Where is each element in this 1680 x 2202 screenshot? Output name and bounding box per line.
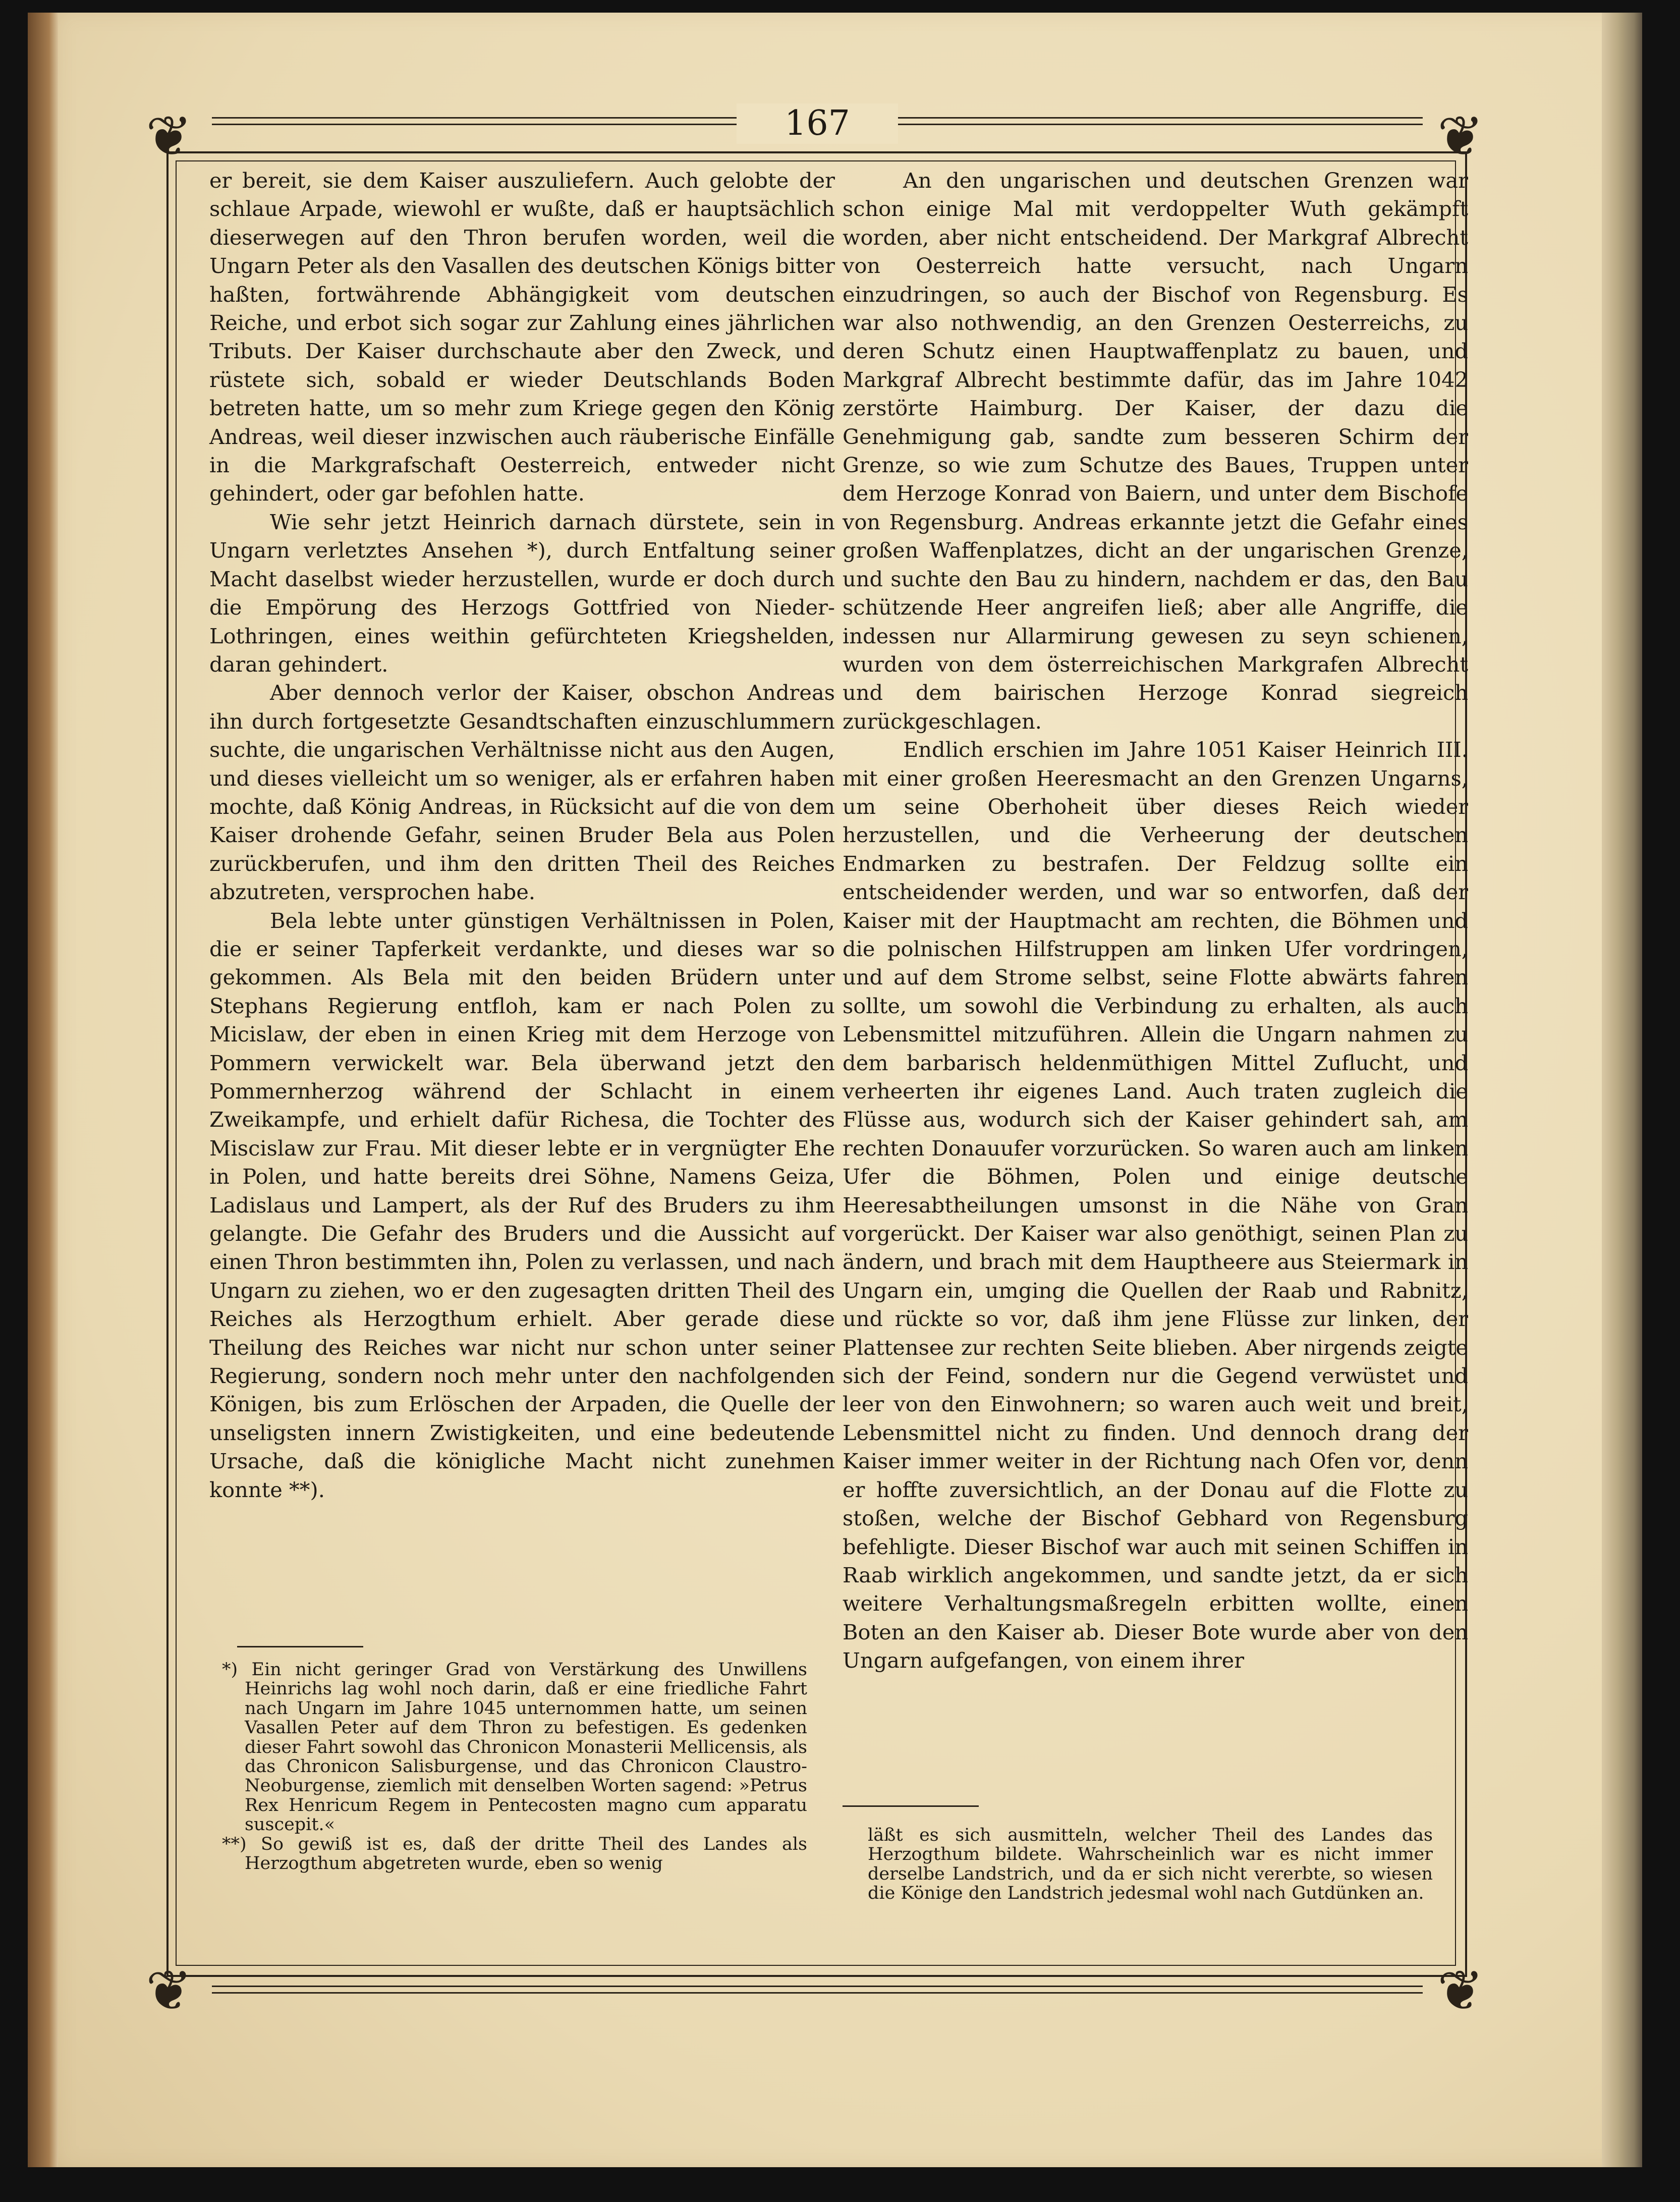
- paragraph: Endlich erschien im Jahre 1051 Kaiser Heinrich III. mit einer großen Heeresmacht an den Grenzen Ungarns, um seine Oberhoheit über dieses Reich wieder herzustellen, und die Verheerung der deutschen Endmarken zu bestrafen. Der Feldzug sollte ein entscheidender werden, und war so entworfen, daß der Kaiser mit der Hauptmacht am rechten, die Böhmen und die polnischen Hilfstruppen am linken Ufer vordringen, und auf dem Strome selbst, seine Flotte abwärts fahren sollte, um sowohl die Verbindung zu erhalten, als auch Lebensmittel mitzuführen. Allein die Ungarn nahmen zu dem barbarisch heldenmüthigen Mittel Zuflucht, und verheerten ihr eigenes Land. Auch traten zugleich die Flüsse aus, wodurch sich der Kaiser gehindert sah, am rechten Donauufer vorzurücken. So waren auch am linken Ufer die Böhmen, Polen und einige deutsche Heeresabtheilungen umsonst in die Nähe von Gran vorgerückt. Der Kaiser war also genöthigt, seinen Plan zu ändern, und brach mit dem Hauptheere aus Steiermark in Ungarn ein, umging die Quellen der Raab und Rabnitz, und rückte so vor, daß ihm jene Flüsse zur linken, der Plattensee zur rechten Seite blieben. Aber nirgends zeigte sich der Feind, sondern nur die Gegend verwüstet und leer von den Einwohnern; so waren auch weit und breit, Lebensmittel nicht zu finden. Und dennoch drang der Kaiser immer weiter in der Richtung nach Ofen vor, denn er hoffte zuversichtlich, an der Donau auf die Flotte zu stoßen, welche der Bischof Gebhard von Regensburg befehligte. Dieser Bischof war auch mit seinen Schiffen in Raab wirklich angekommen, und sandte jetzt, da er sich weitere Verhaltungsmaßregeln erbitten wollte, einen Boten an den Kaiser ab. Dieser Bote wurde aber von den Ungarn aufgefangen, von einem ihrer: [843, 737, 1468, 1673]
- paragraph: Aber dennoch verlor der Kaiser, obschon Andreas ihn durch fortgesetzte Gesandtschaften einzuschlummern suchte, die ungarischen Verhältnisse nicht aus den Augen, und dieses vielleicht um so weniger, als er erfahren haben mochte, daß König Andreas, in Rücksicht auf die von dem Kaiser drohende Gefahr, seinen Bruder Bela aus Polen zurückberufen, und ihm den dritten Theil des Reiches abzutreten, versprochen habe.: [209, 680, 835, 905]
- paragraph: Wie sehr jetzt Heinrich darnach dürstete, sein in Ungarn verletztes Ansehen *), durch Entfaltung seiner Macht daselbst wieder herzustellen, wurde er doch durch die Empörung des Herzogs Gottfried von Nieder-Lothringen, eines weithin gefürchteten Kriegshelden, daran gehindert.: [209, 509, 835, 677]
- paragraph: er bereit, sie dem Kaiser auszuliefern. Auch gelobte der schlaue Arpade, wiewohl er wußte, daß er hauptsächlich dieserwegen auf den Thron berufen worden, weil die Ungarn Peter als den Vasallen des deutschen Königs bitter haßten, fortwährende Abhängigkeit vom deutschen Reiche, und erbot sich sogar zur Zahlung eines jährlichen Tributs. Der Kaiser durchschaute aber den Zweck, und rüstete sich, sobald er wieder Deutschlands Boden betreten hatte, um so mehr zum Kriege gegen den König Andreas, weil dieser inzwischen auch räuberische Einfälle in die Markgrafschaft Oesterreich, entweder nicht gehindert, oder gar befohlen hatte.: [209, 168, 835, 506]
- paragraph: Bela lebte unter günstigen Verhältnissen in Polen, die er seiner Tapferkeit verdankte, und dieses war so gekommen. Als Bela mit den beiden Brüdern unter Stephans Regierung entfloh, kam er nach Polen zu Micislaw, der eben in einen Krieg mit dem Herzoge von Pommern verwickelt war. Bela überwand jetzt den Pommernherzog während der Schlacht in einem Zweikampfe, und erhielt dafür Richesa, die Tochter des Miscislaw zur Frau. Mit dieser lebte er in vergnügter Ehe in Polen, und hatte bereits drei Söhne, Namens Geiza, Ladislaus und Lampert, als der Ruf des Bruders zu ihm gelangte. Die Gefahr des Bruders und die Aussicht auf einen Thron bestimmten ihn, Polen zu verlassen, und nach Ungarn zu ziehen, wo er den zugesagten dritten Theil des Reiches als Herzogthum erhielt. Aber gerade diese Theilung des Reiches war nicht nur schon unter seiner Regierung, sondern noch mehr unter den nachfolgenden Königen, bis zum Erlöschen der Arpaden, die Quelle der unseligsten innern Zwistigkeiten, und eine bedeutende Ursache, daß die königliche Macht nicht zunehmen konnte **).: [209, 908, 835, 1502]
- floral-corner-ornament-icon: ❦: [1437, 1958, 1484, 2023]
- floral-corner-ornament-icon: ❦: [145, 1958, 193, 2023]
- footer-rule: [212, 1986, 1423, 1994]
- footnote: läßt es sich ausmitteln, welcher Theil des Landes das Herzogthum bildete. Wahrscheinlich war es nicht immer derselbe Landstrich, und da er sich nicht vererbte, so wiesen die Könige den Landstrich jedesmal wohl nach Gutdünken an.: [868, 1825, 1433, 1904]
- footnote: **) So gewiß ist es, daß der dritte Theil des Landes als Herzogthum abgetreten wurde, eben so wenig: [222, 1834, 807, 1874]
- footnote: *) Ein nicht geringer Grad von Verstärkung des Unwillens Heinrichs lag wohl noch darin, daß er eine friedliche Fahrt nach Ungarn im Jahre 1045 unternommen hatte, um seinen Vasallen Peter auf dem Thron zu befestigen. Es gedenken dieser Fahrt sowohl das Chronicon Monasterii Mellicensis, als das Chronicon Salisburgense, und das Chronicon Claustro-Neoburgense, ziemlich mit denselben Worten sagend: »Petrus Rex Henricum Regem in Pentecosten magno cum apparatu suscepit.«: [222, 1660, 807, 1835]
- right-column: [843, 167, 1468, 1675]
- page-edges: [1602, 13, 1642, 2167]
- floral-corner-ornament-icon: ❦: [1437, 104, 1484, 169]
- paragraph: An den ungarischen und deutschen Grenzen war schon einige Mal mit verdoppelter Wuth gekämpft worden, aber nicht entscheidend. Der Markgraf Albrecht von Oesterreich hatte versucht, nach Ungarn einzudringen, so auch der Bischof von Regensburg. Es war also nothwendig, an den Grenzen Oesterreichs, zu deren Schutz einen Hauptwaffenplatz zu bauen, und Markgraf Albrecht bestimmte dafür, das im Jahre 1042 zerstörte Haimburg. Der Kaiser, der dazu die Genehmigung gab, sandte zum besseren Schirm der Grenze, so wie zum Schutze des Baues, Truppen unter dem Herzoge Konrad von Baiern, und unter dem Bischofe von Regensburg. Andreas erkannte jetzt die Gefahr eines großen Waffenplatzes, dicht an der ungarischen Grenze, und suchte den Bau zu hindern, nachdem er das, den Bau schützende Heer angreifen ließ; aber alle Angriffe, die indessen nur Allarmirung gewesen zu seyn schienen, wurden von dem österreichischen Markgrafen Albrecht und dem bairischen Herzoge Konrad siegreich zurückgeschlagen.: [843, 168, 1468, 734]
- right-footnote: [868, 1826, 1433, 1903]
- floral-corner-ornament-icon: ❦: [145, 104, 193, 169]
- footnote-separator: [843, 1805, 979, 1807]
- page-number: 167: [737, 103, 898, 144]
- book-spine: [28, 13, 58, 2167]
- left-footnotes: [212, 1660, 807, 1873]
- left-column: [209, 167, 835, 1504]
- footnote-separator: [237, 1646, 363, 1647]
